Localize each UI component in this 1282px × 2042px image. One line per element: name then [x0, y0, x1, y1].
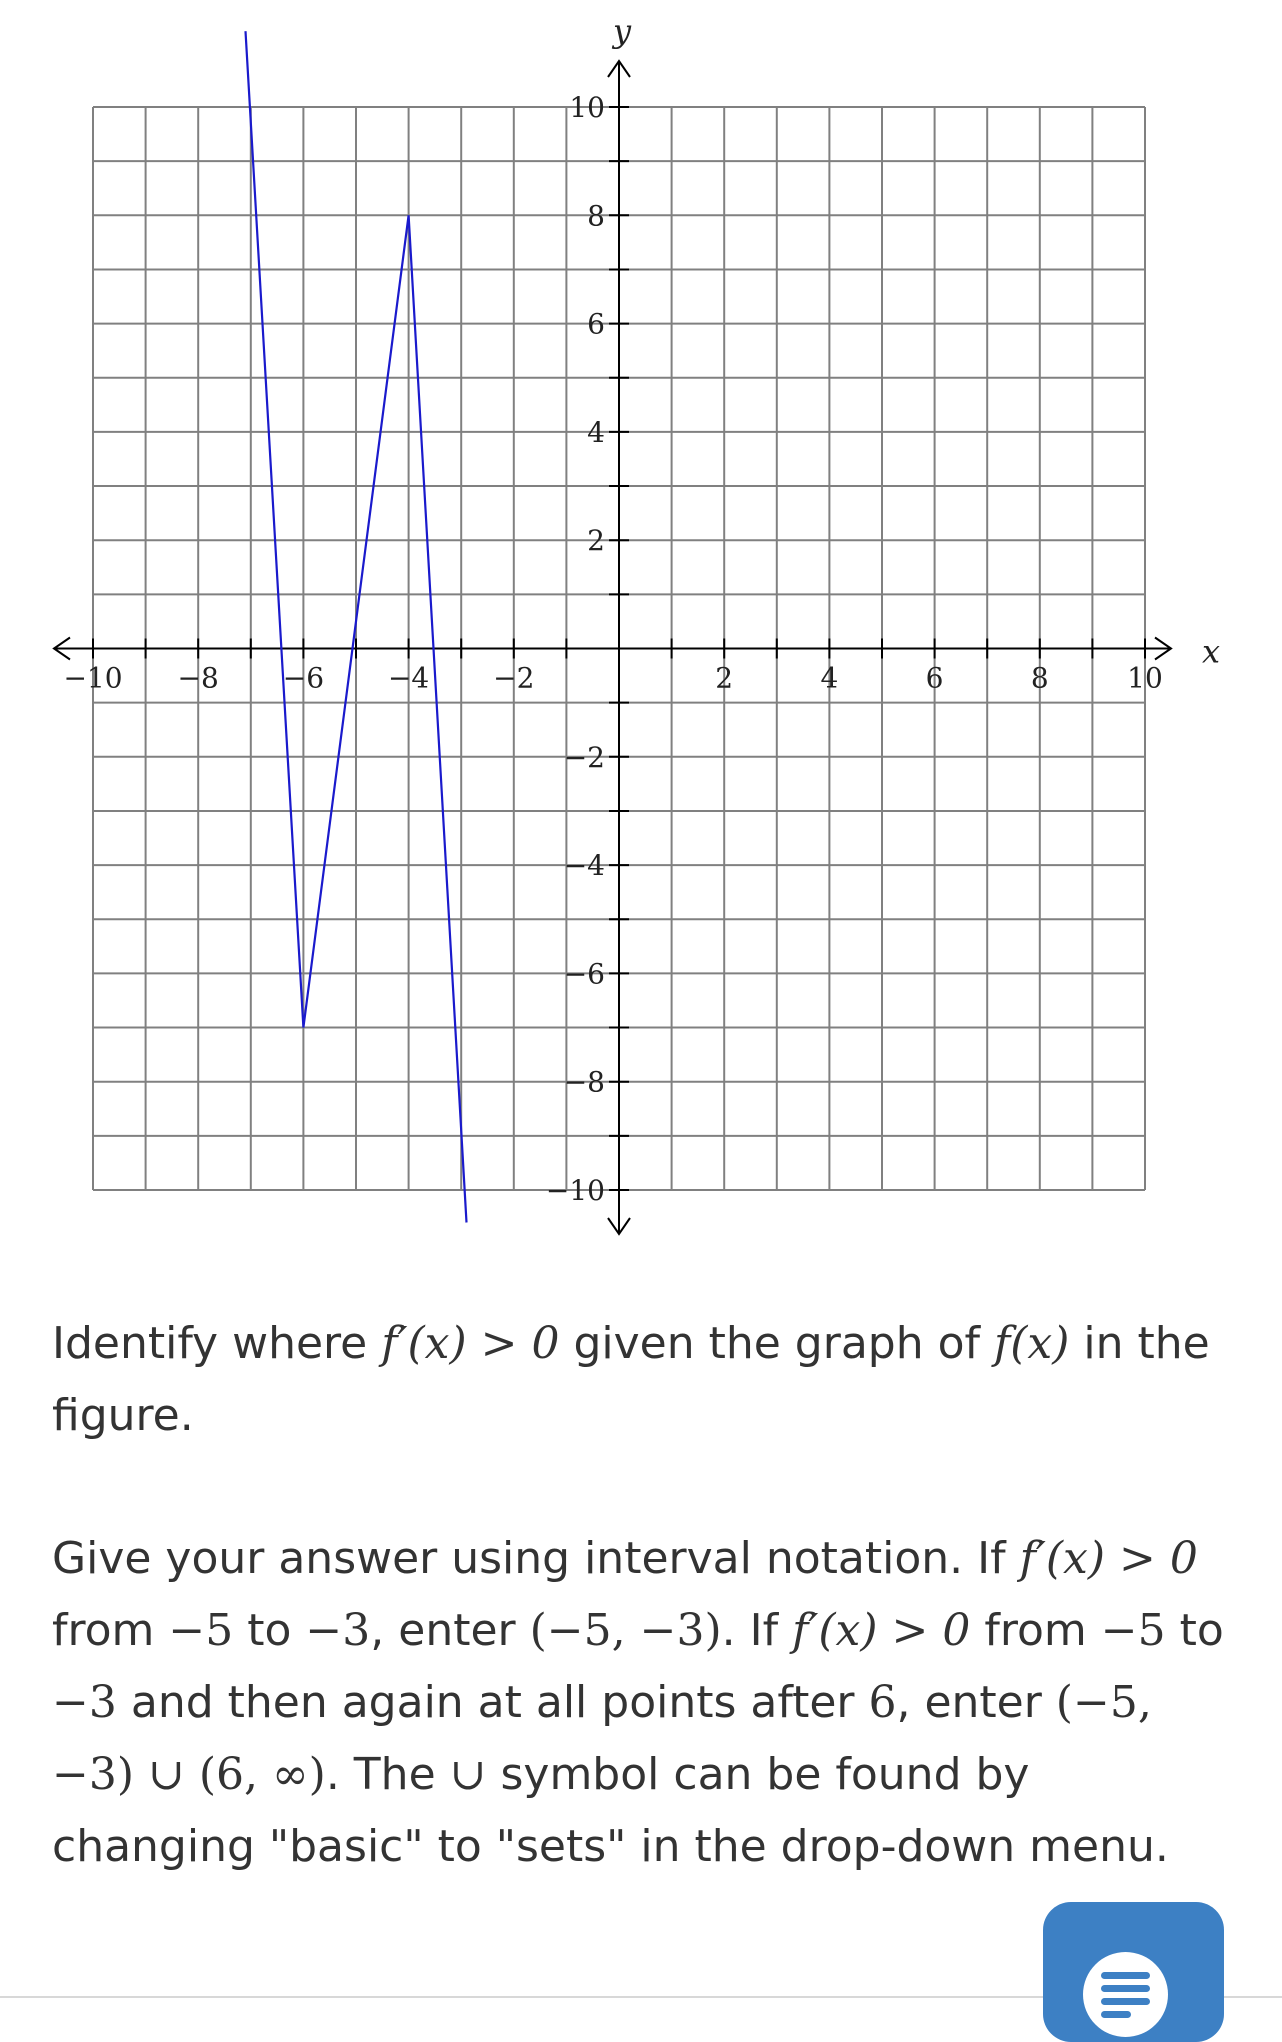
instr-m4: (−5, −3)	[529, 1605, 722, 1656]
instr-m10: ∪	[449, 1749, 487, 1800]
instr-t9: , enter	[896, 1677, 1056, 1728]
question-text	[52, 1308, 1242, 1452]
y-tick-label: −6	[563, 957, 605, 991]
x-tick-label: 8	[1030, 661, 1049, 695]
y-tick-label: 4	[587, 415, 605, 449]
x-tick-label: 10	[1127, 661, 1163, 695]
x-tick-label: 2	[715, 661, 734, 695]
x-tick-label: 6	[925, 661, 944, 695]
axes	[54, 61, 1171, 1234]
instr-t5: . If	[721, 1605, 793, 1656]
question-math-2: f(x)	[993, 1318, 1070, 1369]
y-tick-label: −8	[563, 1065, 605, 1099]
instr-t11: symbol can be found by changing "basic" to "sets" in the drop-down menu.	[52, 1749, 1169, 1872]
instructions-text	[52, 1523, 1242, 1883]
instr-t4: , enter	[370, 1605, 530, 1656]
x-tick-label: −6	[282, 661, 325, 695]
y-tick-label: −2	[563, 740, 605, 774]
instr-m6: −5	[1100, 1605, 1166, 1656]
instr-m3: −3	[305, 1605, 371, 1656]
x-tick-label: −2	[493, 661, 535, 695]
y-tick-label: 2	[587, 524, 605, 558]
y-tick-label: 6	[587, 307, 605, 341]
x-axis-title: x	[1201, 632, 1221, 671]
y-tick-label: −10	[545, 1174, 605, 1207]
instr-t7: to	[1165, 1605, 1224, 1656]
question-text-3: in the figure.	[52, 1318, 1210, 1441]
y-tick-label: 10	[569, 91, 605, 124]
instr-t10: . The	[325, 1749, 450, 1800]
instr-m9: (−5, −3) ∪ (6, ∞)	[52, 1677, 1152, 1800]
instr-t1: Give your answer using interval notation. If	[52, 1533, 1020, 1584]
instr-t8: and then again at all points after	[116, 1677, 869, 1728]
instr-m1: f′(x) > 0	[1019, 1533, 1198, 1584]
instr-m2: −5	[168, 1605, 234, 1656]
x-tick-label: −4	[387, 661, 430, 695]
question-math-1: f′(x) > 0	[381, 1318, 560, 1369]
y-axis-title: y	[612, 12, 632, 50]
instr-m5: f′(x) > 0	[792, 1605, 971, 1656]
y-tick-label: 8	[587, 199, 605, 233]
x-tick-label: 4	[820, 661, 839, 695]
instr-t3: to	[233, 1605, 306, 1656]
y-tick-label: −4	[563, 849, 605, 883]
x-tick-label: −10	[63, 661, 123, 695]
instr-m7: −3	[52, 1677, 117, 1728]
instr-m8: 6	[868, 1677, 897, 1728]
instr-t6: from	[970, 1605, 1101, 1656]
menu-lines-icon[interactable]	[1083, 1952, 1168, 2037]
question-text-1: Identify where	[52, 1318, 382, 1369]
instr-t2: from	[52, 1605, 169, 1656]
question-text-2: given the graph of	[559, 1318, 994, 1369]
x-tick-label: −8	[177, 661, 219, 695]
